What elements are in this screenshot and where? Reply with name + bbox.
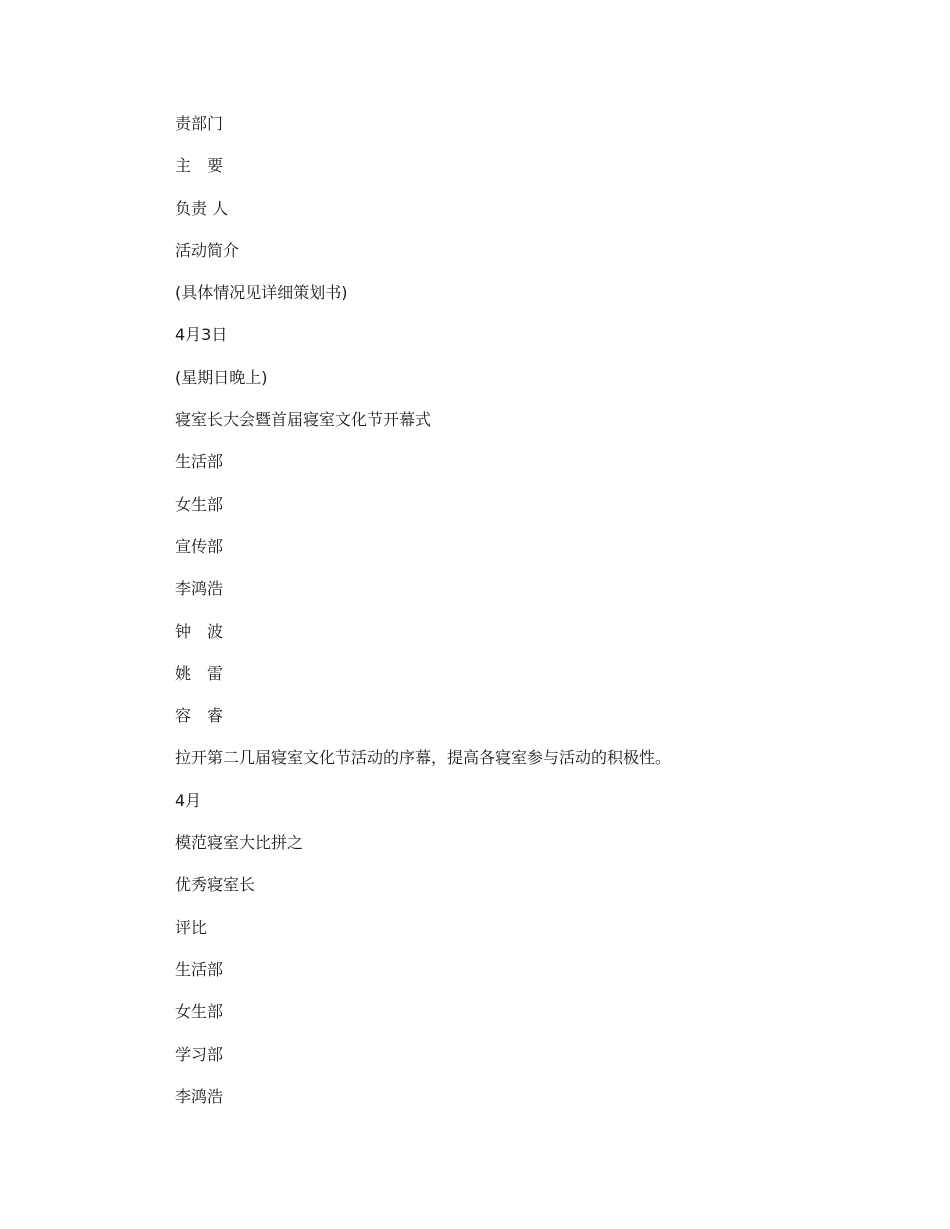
text-line-event-title: 优秀寝室长 [175,875,256,895]
text-line-dept: 生活部 [175,959,224,979]
text-line-person: 钟 波 [175,621,224,641]
text-line-date: 4月 [175,790,202,810]
text-line-dept: 宣传部 [175,536,224,556]
text-line-person-in-charge: 负责 人 [175,198,229,218]
text-line-person: 姚 雷 [175,663,224,683]
text-line-activity-intro: 活动简介 [175,240,240,260]
text-line-dept: 生活部 [175,452,224,472]
text-line-weekday: (星期日晚上) [175,367,268,387]
document-body [175,111,671,1126]
text-line-person: 李鸿浩 [175,579,224,599]
text-line-person: 李鸿浩 [175,1086,224,1106]
text-line-date: 4月3日 [175,325,228,345]
text-line-responsible-dept: 责部门 [175,114,224,133]
text-line-event-title: 模范寝室大比拼之 [175,833,304,853]
text-line-person: 容 睿 [175,706,224,726]
text-line-see-plan: (具体情况见详细策划书) [175,283,348,303]
text-line-dept: 女生部 [175,494,224,514]
text-line-description: 拉开第二几届寝室文化节活动的序幕，提高各寝室参与活动的积极性。 [175,748,672,768]
text-line-event-title: 寝室长大会暨首届寝室文化节开幕式 [175,410,432,430]
text-line-dept: 女生部 [175,1002,224,1022]
text-line-main: 主 要 [175,156,224,176]
text-line-dept: 学习部 [175,1044,224,1064]
text-line-event-title: 评比 [175,917,208,937]
